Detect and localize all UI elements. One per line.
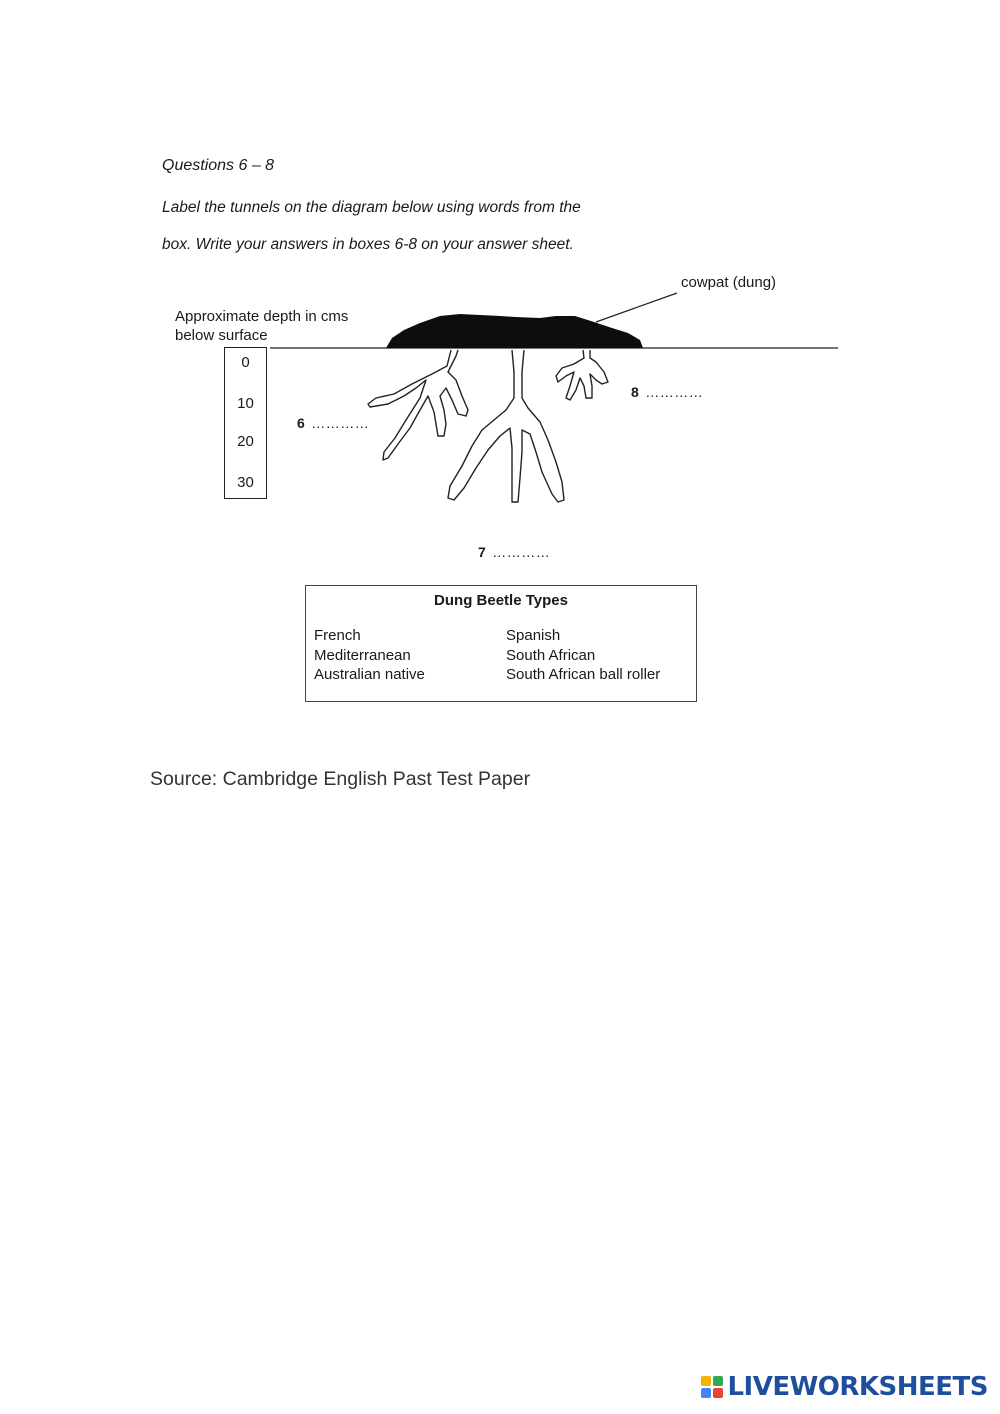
depth-tick-0: 0: [241, 354, 250, 371]
answer-number-6: 6: [297, 415, 306, 431]
answer-blank-8[interactable]: [631, 384, 703, 400]
instruction-line-1: Label the tunnels on the diagram below using words from the: [162, 199, 581, 216]
tunnel-diagram: [0, 0, 1000, 560]
liveworksheets-logo: [701, 1372, 988, 1402]
beetle-type-item: South African: [506, 646, 596, 664]
cowpat-pointer-line: [596, 293, 677, 322]
logo-square-i: [713, 1376, 723, 1386]
logo-square-l: [701, 1376, 711, 1386]
answer-dots-8: …………: [645, 384, 704, 400]
brand-name: LIVEWORKSHEETS: [727, 1372, 988, 1402]
answer-blank-6[interactable]: [297, 415, 369, 431]
depth-tick-30: 30: [237, 474, 254, 491]
answer-number-8: 8: [631, 384, 640, 400]
answer-blank-7[interactable]: [478, 544, 550, 560]
tunnel-7: [448, 350, 564, 502]
logo-squares-icon: [701, 1376, 723, 1398]
depth-tick-10: 10: [237, 395, 254, 412]
answer-number-7: 7: [478, 544, 487, 560]
beetle-type-item: French: [314, 627, 361, 644]
beetle-type-item: South African ball roller: [506, 666, 661, 683]
depth-tick-20: 20: [237, 433, 254, 450]
instruction-line-2: box. Write your answers in boxes 6-8 on your answer sheet.: [162, 236, 574, 253]
beetle-box-title: Dung Beetle Types: [434, 592, 568, 609]
beetle-types-box: [305, 585, 697, 702]
depth-scale: [224, 347, 267, 499]
beetle-type-item: Spanish: [506, 627, 561, 644]
beetle-type-item: Mediterranean: [314, 646, 411, 664]
tunnel-8: [556, 350, 608, 400]
logo-square-v: [701, 1388, 711, 1398]
beetle-column-right: [506, 626, 660, 685]
logo-square-e: [713, 1388, 723, 1398]
beetle-column-left: [314, 626, 425, 685]
tunnel-6: [368, 350, 468, 460]
answer-dots-7: …………: [492, 544, 551, 560]
cowpat-label: cowpat (dung): [681, 274, 777, 291]
source-citation: Source: Cambridge English Past Test Paper: [150, 768, 531, 790]
answer-dots-6: …………: [311, 415, 370, 431]
beetle-type-item: Australian native: [314, 666, 425, 683]
depth-title: Approximate depth in cms below surface: [175, 308, 349, 344]
question-heading: Questions 6 – 8: [162, 157, 275, 174]
